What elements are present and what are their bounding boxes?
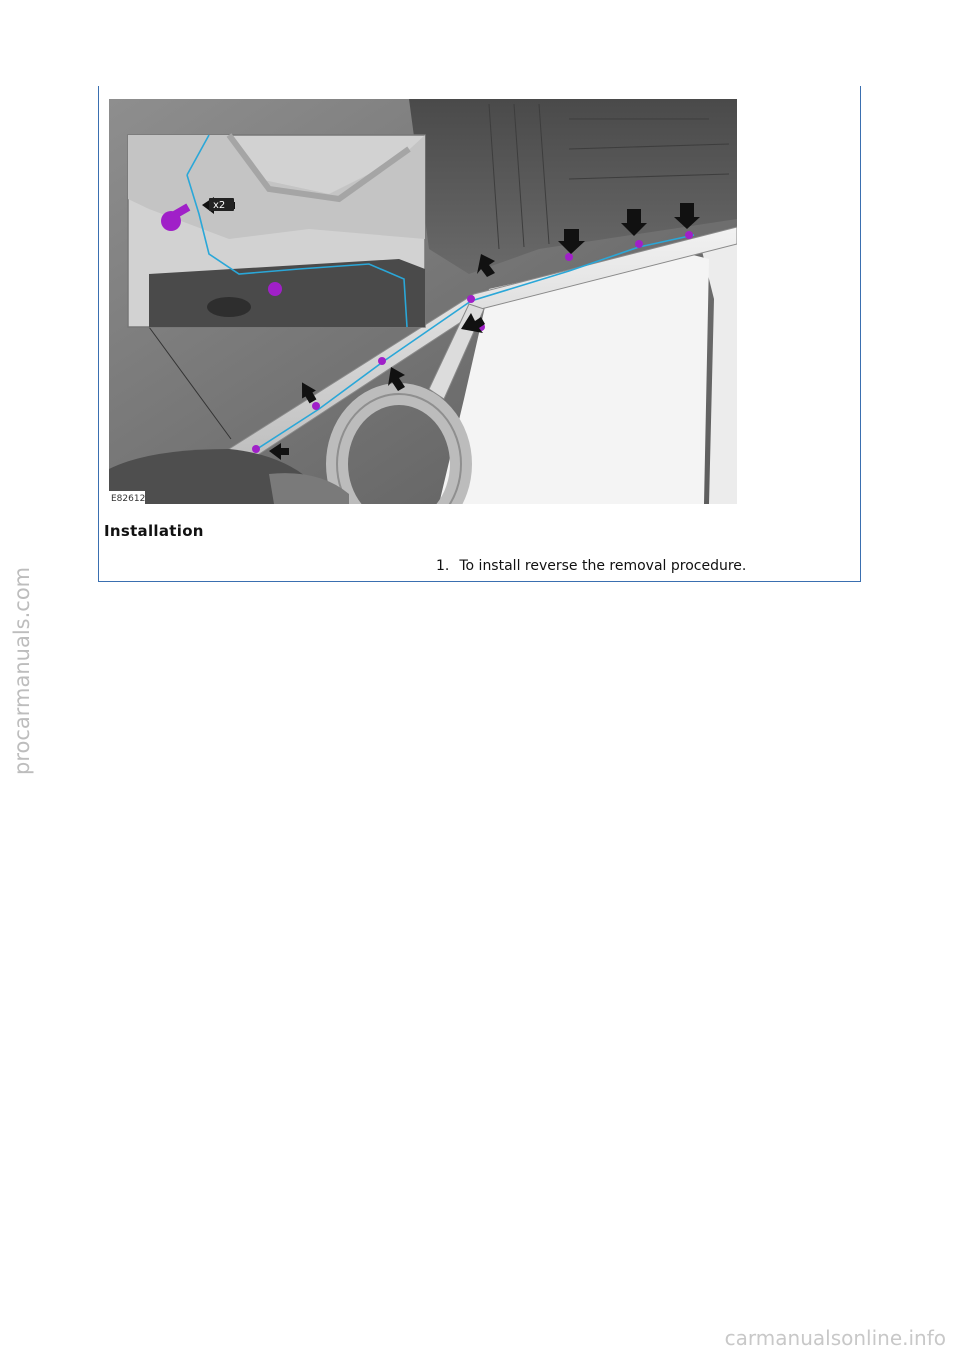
callout-label: x2 <box>213 200 226 211</box>
detail-inset <box>128 135 425 327</box>
bottom-watermark: carmanualsonline.info <box>724 1326 946 1350</box>
figure-id: E82612 <box>111 494 146 504</box>
step-item <box>436 558 746 574</box>
side-watermark: procarmanuals.com <box>10 566 34 775</box>
roof-airbag-illustration <box>109 99 737 504</box>
step-text: To install reverse the removal procedure. <box>459 558 747 574</box>
step-number: 1. <box>436 558 450 574</box>
section-heading: Installation <box>104 522 204 540</box>
